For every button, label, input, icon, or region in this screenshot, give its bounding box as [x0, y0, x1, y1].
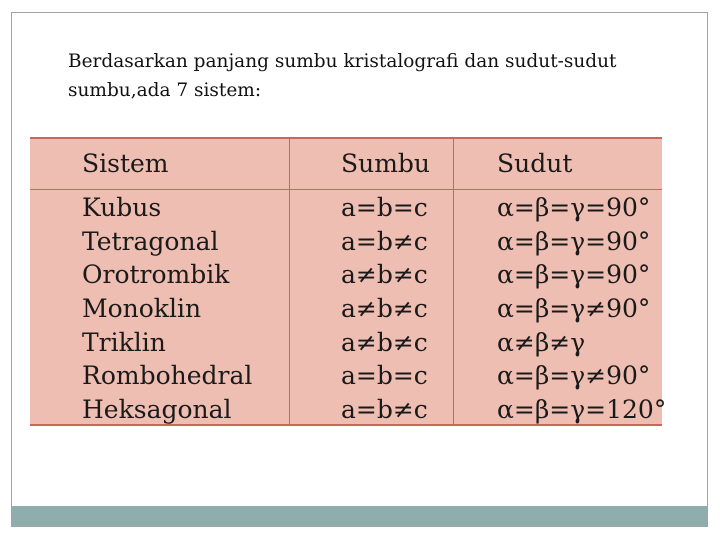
intro-text: Berdasarkan panjang sumbu kristalografi dan sudut-sudut sumbu,ada 7 sistem:: [68, 51, 617, 101]
sudut-cell: α=β=γ≠90°: [497, 361, 651, 391]
sumbu-cell: a≠b≠c: [341, 294, 428, 324]
table-header-row: [30, 139, 662, 190]
sumbu-cell: a=b=c: [341, 193, 428, 222]
sistem-cell: Kubus: [82, 193, 162, 222]
sistem-cell: Monoklin: [82, 294, 202, 324]
sudut-cell: α=β=γ=90°: [497, 193, 651, 222]
slide-frame: [11, 12, 708, 527]
sumbu-cell: a=b≠c: [341, 226, 428, 256]
sudut-cell: α=β=γ≠90°: [497, 294, 651, 324]
header-sistem: Sistem: [82, 149, 169, 178]
column-divider: [453, 139, 454, 424]
sumbu-cell: a=b=c: [341, 361, 428, 391]
crystal-systems-table: [30, 137, 667, 426]
sumbu-cell: a=b≠c: [341, 395, 428, 425]
sistem-cell: Rombohedral: [82, 361, 253, 391]
sistem-cell: Heksagonal: [82, 395, 232, 425]
sistem-cell: Orotrombik: [82, 260, 230, 290]
sudut-cell: α=β=γ=90°: [497, 226, 651, 256]
sumbu-cell: a≠b≠c: [341, 327, 428, 357]
sumbu-cell: a≠b≠c: [341, 260, 428, 290]
sudut-cell: α=β=γ=90°: [497, 260, 651, 290]
sudut-cell: α=β=γ=120°: [497, 395, 667, 425]
header-sumbu: Sumbu: [341, 149, 431, 178]
sudut-column: [497, 191, 666, 427]
sumbu-column: [341, 191, 428, 427]
column-divider: [289, 139, 290, 424]
sistem-column: [82, 191, 252, 427]
footer-bar: [12, 506, 707, 526]
sistem-cell: Tetragonal: [82, 226, 219, 256]
sudut-cell: α≠β≠γ: [497, 327, 586, 357]
header-sudut: Sudut: [497, 149, 573, 178]
sistem-cell: Triklin: [82, 327, 166, 357]
